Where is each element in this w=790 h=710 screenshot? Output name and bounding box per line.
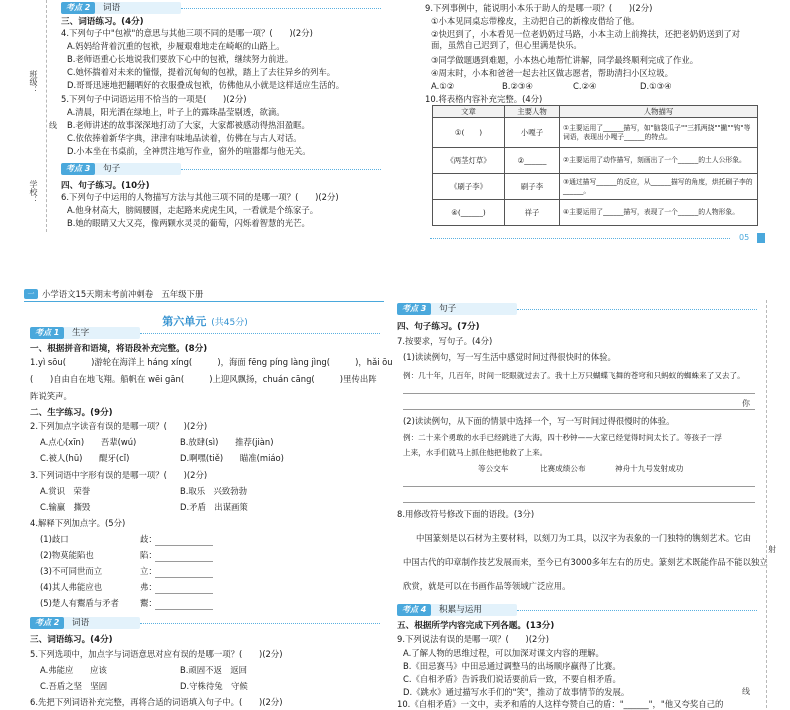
table-cell[interactable]: ③通过描写______的反应，从______描写的角度，烘托刷子李的______。 [560,174,758,200]
table-cell[interactable]: ①( ) [433,118,505,148]
table-cell[interactable]: ④(______) [433,200,505,226]
answer-line[interactable] [403,502,755,503]
option-d: D.矛盾 出谋画策 [180,502,248,512]
option-a: A.妈妈给背着沉重的包袱，步履艰难地走在崎岖的山路上。 [67,41,285,51]
option-b: B.《田忌赛马》中田忌通过调整马的出场顺序赢得了比赛。 [403,661,621,671]
table-header: 文章 [433,106,505,118]
option-d: D.哥哥迅速地把翻晒好的衣服叠成包袱，仿佛他从小就是这样适应生活的。 [67,80,345,90]
scenario-option: 比赛成绩公布 [540,464,586,473]
option-b: B.老师语重心长地说我们要放下心中的包袱，继续努力前进。 [67,54,294,64]
example-sentence: 例：二十来个勇敢的水手已经跳进了大海，四十秒钟——大家已经觉得时间太长了。等孩子一浮 [403,433,722,442]
topic-3-badge [397,303,517,315]
option-c: C.吾盾之坚 坚固 [40,681,108,691]
topic-label: 词语 [72,618,90,628]
section-heading: 二、生字练习。(9分) [30,408,113,418]
running-header: 小学语文15天期末考前冲刺卷 五年级下册 [42,289,204,299]
statement-3: ③同学做题遇到难题，小本热心地帮忙讲解，同学最终顺利完成了作业。 [431,55,699,65]
answer-line[interactable] [403,486,755,487]
scenario-option: 等公交车 [478,464,509,473]
option-c: C.《自相矛盾》告诉我们说话要前后一致，不要自相矛盾。 [403,674,621,684]
table-cell: 小嘎子 [505,118,560,148]
option-b: B.顽固不返 返回 [180,665,248,675]
example-sentence: 例：几十年，几百年，时间一眨眼就过去了。我十上万只蝴蝶飞舞的苍穹和只蚂蚁的蜘蛛来了又去了。 [403,371,745,380]
table-row [433,148,758,174]
statement-2: ②快迟到了，小本看见一位老奶奶过马路，小本主动上前搀扶，还把老奶奶送到了对面，虽然自己迟到了，但心里满是快乐。 [431,29,741,50]
option-a: A.弗能应 应该 [40,665,107,675]
page-footer-line [430,238,730,239]
word-item: (3)不可同世而立 [40,566,103,576]
table-cell[interactable]: ②主要运用了动作描写，刻画出了一个______的土人公形象。 [560,148,758,174]
table-row [433,174,758,200]
table-header: 主要人物 [505,106,560,118]
word-answer: 歧： [140,534,157,544]
question-7-part-2: (2)读读例句，从下面的情景中选择一个，写一写时间过得很慢时的体验。 [403,416,675,426]
table-cell: 刷子李 [505,174,560,200]
option-d: D.守株待兔 守候 [180,681,248,691]
question-1-line: 阵说笑声。 [30,391,72,401]
question-2: 2.下列加点字读音有误的是哪一项？( )(2分) [30,421,208,431]
answer-line[interactable] [155,609,213,610]
scenario-option: 神舟十九号发射成功 [615,464,684,473]
section-heading: 三、词语练习。(4分) [30,635,113,645]
example-sentence: 上来，水手们就马上抓住他把他救了上来。 [403,448,548,457]
option-a: A.他身材高大，膀阔腰圆，走起路来虎虎生风，一看就是个练家子。 [67,205,319,215]
dotted-divider [181,8,381,9]
question-7: 7.按要求，写句子。(4分) [397,336,493,346]
answer-line[interactable] [155,577,213,578]
answer-line[interactable] [403,409,755,410]
option-b: B.老师讲述的故事深深地打动了大家，大家都被感动得热泪盈眶。 [67,120,310,130]
option-b: B.取乐 兴致勃勃 [180,486,248,496]
question-4: 4.下列句子中"包袱"的意思与其他三项不同的是哪一项？( )(2分) [61,28,313,38]
option-d: D.《跳水》通过描写水手们的"笑"，推动了故事情节的发展。 [403,687,630,697]
table-header: 人物描写 [560,106,758,118]
topic-3-badge [61,163,181,175]
question-1-line: ( )自由自在地飞翔。船帆在 wēi gān( )上迎风飘扬，chuán cāng( )里传出阵 [30,374,377,384]
table-row [433,200,758,226]
question-7-part-1: (1)读读例句，写一写生活中感觉时间过得很快时的体验。 [403,352,616,362]
section-heading: 五、根据所学内容完成下列各题。(13分) [397,621,555,631]
topic-tag: 考点 4 [397,604,431,616]
table-header-row [433,106,758,118]
passage-line: 中国古代的印章制作技艺发展而来，至今已有3000多年左右的历史。篆刻艺术既能作品不能以独立 [403,557,768,567]
school-label: 学校： [29,180,38,204]
topic-tag: 考点 2 [30,617,64,629]
dotted-divider [140,623,380,624]
word-answer: 鬻： [140,598,157,608]
option-b: B.她的眼睛又大又亮，像两颗水灵灵的葡萄，闪烁着智慧的光芒。 [67,218,310,228]
option-c: C.依依捧着新华字典，津津有味地品读着，仿佛在与古人对话。 [67,133,302,143]
statement-1: ①小本见同桌忘带橡皮，主动把自己的新橡皮借给了他。 [431,16,640,26]
statement-4: ④周末时，小本和爸爸一起去社区做志愿者，帮助清扫小区垃圾。 [431,68,674,78]
question-6: 6.先把下列词语补充完整，再将合适的词语填入句子中。( )(2分) [30,697,283,707]
word-answer: 弗： [140,582,157,592]
option-a: A.清晨，阳光洒在绿地上，叶子上的露珠晶莹剔透，欲滴。 [67,107,285,117]
section-heading: 四、句子练习。(7分) [397,322,480,332]
answer-line[interactable] [155,593,213,594]
choice-b: B.②③④ [502,81,533,91]
question-5: 5.下列选项中，加点字与词语意思对应有误的是哪一项？( )(2分) [30,649,283,659]
option-a: A.了解人物的思维过程，可以加深对课文内容的理解。 [403,648,604,658]
topic-label: 积累与运用 [439,605,482,615]
word-item: (2)物莫能陷也 [40,550,94,560]
option-c: C.被人(hū) 醍牙(cǐ) [40,453,130,463]
question-1-line: 1.yì sōu( )游轮在海洋上 háng xíng( )，海面 fēng píng làng jìng( )，hǎi ōu [30,357,393,367]
passage-line: 中国篆刻是以石材为主要材料，以刻刀为工具，以汉字为表象的一门独特的镌刻艺术。它由 [416,533,751,543]
margin-label: 你 [742,399,750,408]
topic-tag: 考点 1 [30,327,64,339]
topic-tag: 考点 3 [61,163,95,175]
page-number: 05 [739,233,750,242]
section-heading: 三、词语练习。(4分) [61,17,144,27]
topic-1-badge [30,327,140,339]
topic-label: 词语 [103,3,121,13]
header-badge: 一 [24,289,38,299]
question-3: 3.下列词语中字形有误的是哪一项？( )(2分) [30,470,208,480]
answer-line[interactable] [155,561,213,562]
option-d: D.啊嘿(tiě) 瞄准(miáo) [180,453,284,463]
dotted-divider [140,333,380,334]
choice-c: C.②④ [573,81,597,91]
margin-label: 线 [742,687,750,696]
choice-d: D.①③④ [640,81,672,91]
topic-2-badge [30,617,140,629]
word-item: (5)楚人有鬻盾与矛者 [40,598,119,608]
section-heading: 四、句子练习。(10分) [61,181,150,191]
option-c: C.输赢 撕毁 [40,502,91,512]
table-cell[interactable]: ②______ [505,148,560,174]
word-answer: 陷： [140,550,157,560]
table-cell[interactable]: ①主要运用了______描写，如"脑袋瓜子""三抓两挠""撇""钩"等词语，表现出小嘎子______的特点。 [560,118,758,148]
question-9: 9.下列说法有误的是哪一项？( )(2分) [397,634,550,644]
margin-label: 射 [768,545,776,554]
table-row [433,118,758,148]
question-9: 9.下列事例中，能说明小本乐于助人的是哪一项？( )(2分) [425,3,653,13]
table-cell: 《两茎灯草》 [433,148,505,174]
question-10: 10.将表格内容补充完整。(4分) [425,94,543,104]
option-b: B.放肆(sì) 推荐(jiàn) [180,437,274,447]
question-8: 8.用修改符号修改下面的语段。(3分) [397,509,535,519]
question-5: 5.下列句子中词语运用不恰当的一项是( )(2分) [61,94,247,104]
unit-title: 第六单元 [162,315,207,328]
binding-line [46,0,47,232]
header-rule [24,301,384,302]
binding-line-label: 线 [49,121,57,130]
topic-tag: 考点 3 [397,303,431,315]
character-table [432,105,758,226]
word-item: (4)其人弗能应也 [40,582,103,592]
option-a: A.点心(xīn) 吾辈(wú) [40,437,137,447]
dotted-divider [517,610,757,611]
binding-line [766,300,767,708]
question-6: 6.下列句子中运用的人物描写方法与其他三项不同的是哪一项？( )(2分) [61,192,339,202]
dotted-divider [517,309,757,310]
class-label: 班级： [29,70,38,94]
topic-label: 句子 [103,164,121,174]
topic-tag: 考点 2 [61,2,95,14]
unit-score: (共45分) [211,318,248,328]
section-heading: 一、根据拼音和语境，将语段补充完整。(8分) [30,344,208,354]
question-10: 10.《自相矛盾》一文中，卖矛和盾的人这样夸赞自己的盾："______"，"他又夸奖自己的 [397,699,724,709]
topic-label: 句子 [439,304,457,314]
topic-2-badge [61,2,181,14]
table-cell: 祥子 [505,200,560,226]
word-answer: 立： [140,566,157,576]
option-a: A.赏识 荣誉 [40,486,91,496]
option-d: D.小本坐在书桌前，全神贯注地写作业，窗外的喧嚣都与他无关。 [67,146,311,156]
word-item: (1)歧口 [40,534,69,544]
topic-4-badge [397,604,517,616]
choice-a: A.①② [431,81,455,91]
table-cell[interactable]: ④主要运用了______描写，表现了一个______的人物形象。 [560,200,758,226]
topic-label: 生字 [72,328,90,338]
question-4: 4.解释下列加点字。(5分) [30,518,126,528]
passage-line: 欣赏，就是可以在书画作品等领域广泛应用。 [403,581,571,591]
answer-line[interactable] [155,545,213,546]
answer-line[interactable] [403,393,755,394]
option-c: C.她怀揣着对未来的憧憬，提着沉甸甸的包袱，踏上了去往异乡的列车。 [67,67,336,77]
dotted-divider [181,169,381,170]
page-tab [757,233,765,243]
table-cell: 《刷子李》 [433,174,505,200]
